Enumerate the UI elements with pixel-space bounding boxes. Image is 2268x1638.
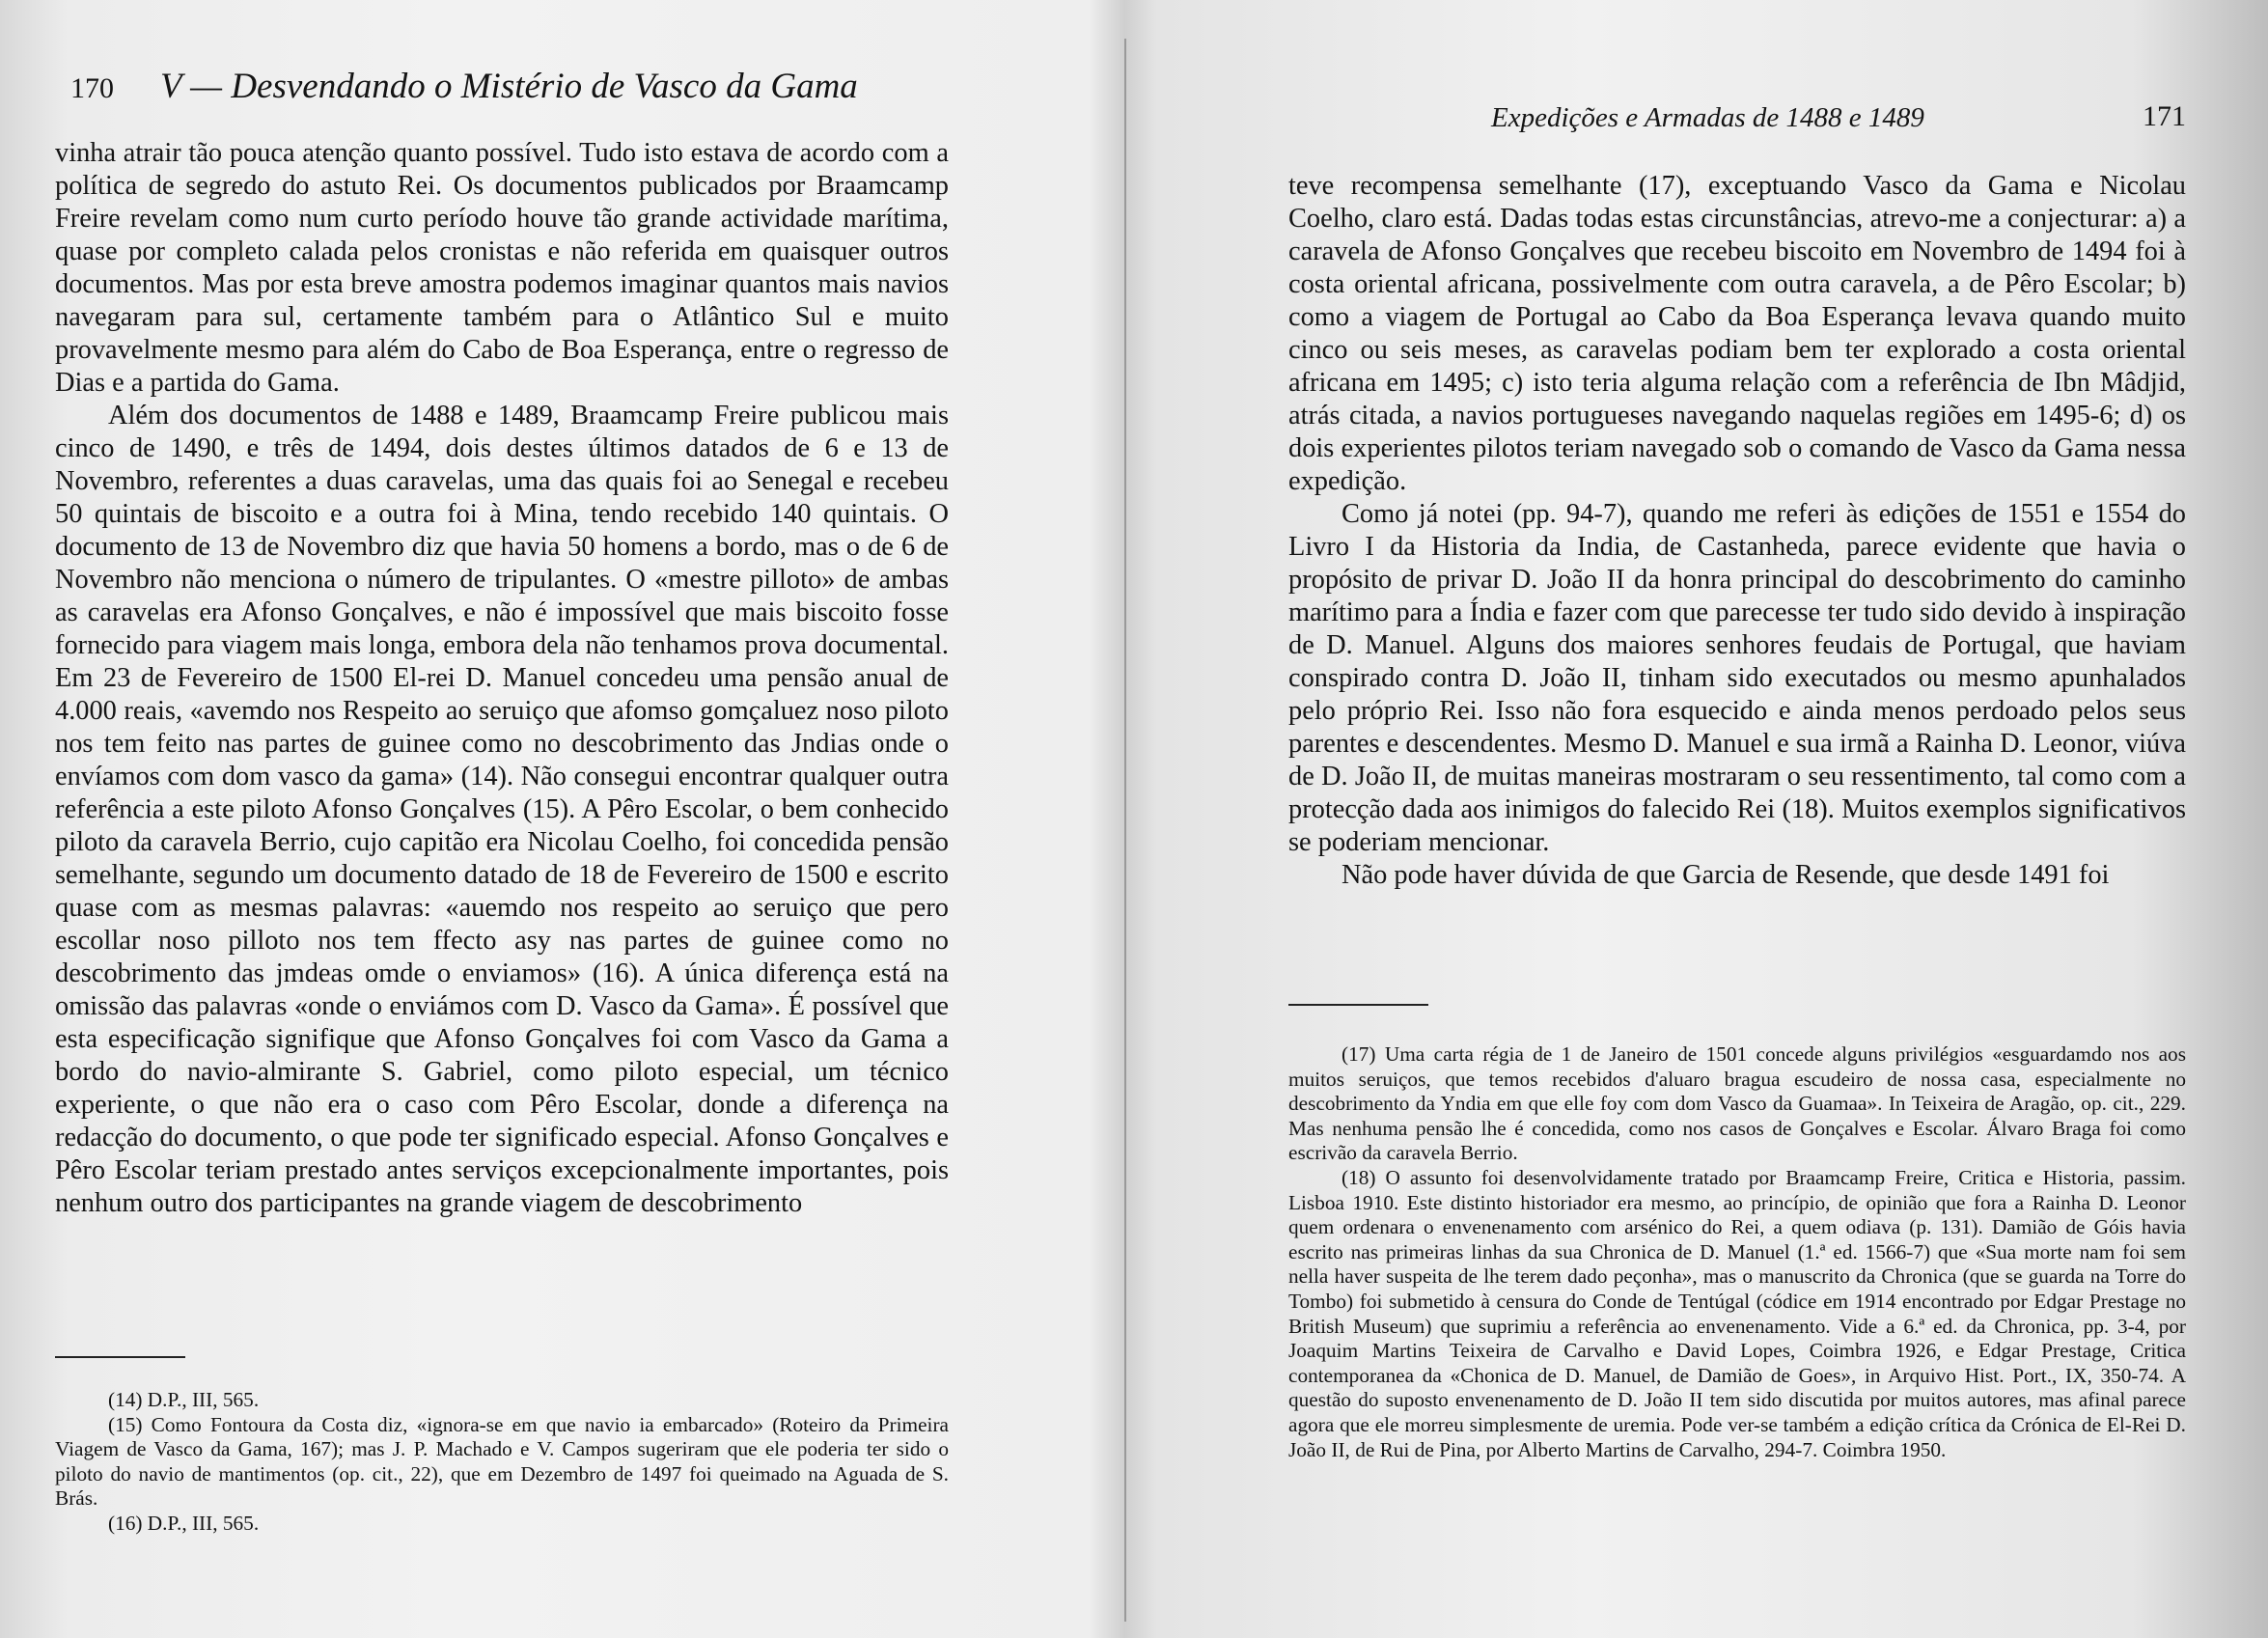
right-paragraph-1: teve recompensa semelhante (17), exceptuando Vasco da Gama e Nicolau Coelho, claro está. Dadas todas estas circunstâncias, atrevo-me a conjecturar: a) a caravela de Afonso Gonçalves que recebeu biscoito em Novembro de 1494 foi à costa oriental africana, possivelmente com outra caravela, a de Pêro Escolar; b) como a viagem de Portugal ao Cabo da Boa Esperança levava quando muito cinco ou seis meses, as caravelas podiam bem ter explorado a costa oriental africana em 1495; c) isto teria alguma relação com a referência de Ibn Mâdjid, atrás citada, a navios portugueses navegando naquelas regiões em 1495-6; d) os dois experientes pilotos teriam navegado sob o comando de Vasco da Gama nessa expedição. [1288, 171, 2186, 496]
footnote-15: (15) Como Fontoura da Costa diz, «ignora-se em que navio ia embarcado» (Roteiro da Primeira Viagem de Vasco da Gama, 167); mas J. P. Machado e V. Campos sugeriram que ele poderia ter sido o piloto do navio de mantimentos (op. cit., 22), que em Dezembro de 1497 foi queimado na Aguada de S. Brás. [55, 1412, 949, 1511]
right-body-text [1288, 170, 2186, 892]
footnote-18: (18) O assunto foi desenvolvidamente tratado por Braamcamp Freire, Critica e Historia, passim. Lisboa 1910. Este distinto historiador era mesmo, ao princípio, de opinião que fora a Rainha D. Leonor quem ordenara o envenenamento com arsénico do Rei, a quem odiava (p. 131). Damião de Góis havia escrito nas primeiras linhas da sua Chronica de D. Manuel (1.ª ed. 1566-7) que «Sua morte nam foi sem nella haver suspeita de lhe terem dado peçonha», mas o manuscrito da Chronica (que se guarda na Torre do Tombo) foi submetido à censura do Conde de Tentúgal (códice em 1914 encontrado por Edgar Prestage no British Museum) que suprimiu a referência ao envenenamento. Vide a 6.ª ed. da Chronica, pp. 3-4, por Joaquim Martins Teixeira de Carvalho e David Lopes, Coimbra 1926, e Edgar Prestage, Critica contemporanea da «Chonica de D. Manuel, de Damião de Goes», in Arquivo Hist. Port., IX, 350-74. A questão do suposto envenenamento de D. João II tem sido discutida por muitos autores, mas afinal parece agora que ele morreu simplesmente de uremia. Pode ver-se também a edição crítica da Crónica de El-Rei D. João II, de Rui de Pina, por Alberto Martins de Carvalho, 294-7. Coimbra 1950. [1288, 1165, 2186, 1461]
left-running-head [70, 66, 939, 107]
left-footnote-rule [55, 1356, 185, 1358]
right-paragraph-3: Não pode haver dúvida de que Garcia de Resende, que desde 1491 foi [1341, 860, 2110, 890]
right-page-number: 171 [2143, 100, 2186, 132]
left-paragraph-1: vinha atrair tão pouca atenção quanto possível. Tudo isto estava de acordo com a política de segredo do astuto Rei. Os documentos publicados por Braamcamp Freire revelam como num curto período houve tão grande actividade marítima, quase por completo calada pelos cronistas e não referida em quaisquer outros documentos. Mas por esta breve amostra podemos imaginar quantos mais navios navegaram para sul, certamente também para o Atlântico Sul e muito provavelmente mesmo para além do Cabo de Boa Esperança, entre o regresso de Dias e a partida do Gama. [55, 138, 949, 398]
left-paragraph-2: Além dos documentos de 1488 e 1489, Braamcamp Freire publicou mais cinco de 1490, e três de 1494, dois destes últimos datados de 6 e 13 de Novembro, referentes a duas caravelas, uma das quais foi ao Senegal e recebeu 50 quintais de biscoito e a outra foi à Mina, tendo recebido 140 quintais. O documento de 13 de Novembro diz que havia 50 homens a bordo, mas o de 6 de Novembro não menciona o número de tripulantes. O «mestre pilloto» de ambas as caravelas era Afonso Gonçalves, e não é impossível que mais biscoito fosse fornecido para viagem mais longa, embora dela não tenhamos prova documental. Em 23 de Fevereiro de 1500 El-rei D. Manuel concedeu uma pensão anual de 4.000 reais, «avemdo nos Respeito ao seruiço que afomso gomçaluez noso piloto nos tem feito nas partes de guinee como no descobrimento das Jndias onde o envíamos com dom vasco da gama» (14). Não consegui encontrar qualquer outra referência a este piloto Afonso Gonçalves (15). A Pêro Escolar, o bem conhecido piloto da caravela Berrio, cujo capitão era Nicolau Coelho, foi concedida pensão semelhante, segundo um documento datado de 18 de Fevereiro de 1500 e escrito quase com as mesmas palavras: «auemdo nos respeito ao seruiço que pero escollar noso pilloto nos tem ffecto asy nas partes de guinee como no descobrimento das jmdeas omde o enviamos» (16). A única diferença está na omissão das palavras «onde o enviámos com D. Vasco da Gama». É possível que esta especificação signifique que Afonso Gonçalves foi com Vasco da Gama a bordo do navio-almirante S. Gabriel, como piloto especial, um técnico experiente, o que não era o caso com Pêro Escolar, donde a diferença na redacção do documento, o que pode ter significado especial. Afonso Gonçalves e Pêro Escolar teriam prestado antes serviços excepcionalmente importantes, pois nenhum outro dos participantes na grande viagem de descobrimento [55, 401, 949, 1218]
right-footnotes [1288, 1042, 2186, 1462]
left-footnotes [55, 1388, 949, 1537]
right-paragraph-2: Como já notei (pp. 94-7), quando me referi às edições de 1551 e 1554 do Livro I da Historia da India, de Castanheda, parece evidente que havia o propósito de privar D. João II da honra principal do descobrimento do caminho marítimo para a Índia e fazer com que parecesse ter tudo sido devido à inspiração de D. Manuel. Alguns dos maiores senhores feudais de Portugal, que haviam conspirado contra D. João II, tinham sido executados ou mesmo apunhalados pelo próprio Rei. Isso não fora esquecido e ainda menos perdoado pelos seus parentes e descendentes. Mesmo D. Manuel e sua irmã a Rainha D. Leonor, viúva de D. João II, de muitas maneiras mostraram o seu ressentimento, tal como com a protecção dada aos inimigos do falecido Rei (18). Muitos exemplos significativos se poderiam mencionar. [1288, 499, 2186, 857]
footnote-16: (16) D.P., III, 565. [108, 1511, 260, 1535]
left-body-text [55, 137, 949, 1220]
right-running-head [1491, 95, 2186, 136]
right-footnote-rule [1288, 1004, 1428, 1006]
footnote-14: (14) D.P., III, 565. [108, 1388, 260, 1411]
left-header-title: V — Desvendando o Mistério de Vasco da Gama [160, 67, 858, 106]
left-page [53, 0, 951, 1638]
footnote-17: (17) Uma carta régia de 1 de Janeiro de 1501 concede alguns privilégios «esguardamdo nos aos muitos seruiços, que temos recebidos d'aluaro bragua escudeiro de nossa casa, especialmente no descobrimento da Yndia em que elle foy com dom Vasco da Guamaa». In Teixeira de Aragão, op. cit., 229. Mas nenhuma pensão lhe é concedida, como nos casos de Gonçalves e Escolar. Álvaro Braga foi como escrivão da caravela Berrio. [1288, 1042, 2186, 1165]
right-header-title: Expedições e Armadas de 1488 e 1489 [1491, 102, 1924, 133]
right-page [1288, 0, 2186, 1638]
left-page-number: 170 [70, 72, 114, 104]
page-gutter [1124, 39, 1126, 1622]
